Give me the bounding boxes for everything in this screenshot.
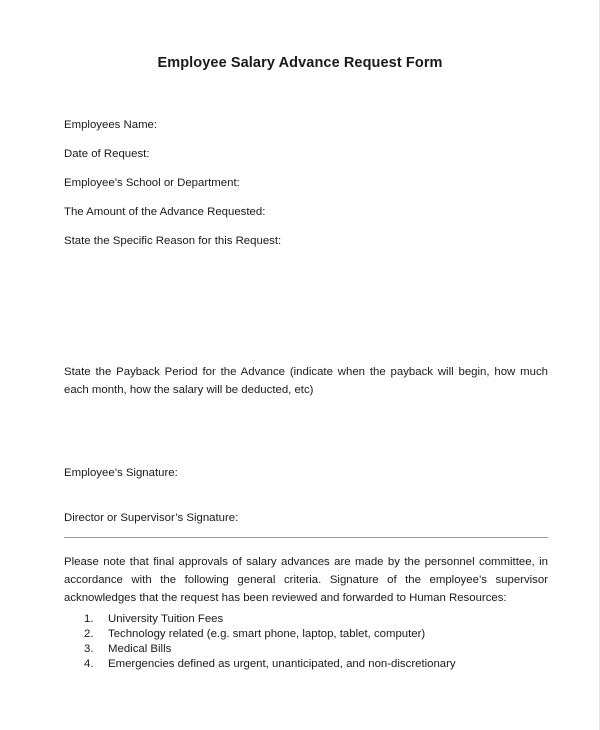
list-item: [64, 657, 456, 672]
list-item-number: 3.: [84, 643, 94, 655]
list-item: [64, 627, 456, 642]
list-item-text: Technology related (e.g. smart phone, laptop, tablet, computer): [108, 628, 426, 640]
amount-requested-label: The Amount of the Advance Requested:: [64, 206, 266, 218]
payback-period-label: State the Payback Period for the Advance (indicate when the payback will begin, how much each month, how the salary will be deducted, etc): [64, 366, 548, 396]
form-title: Employee Salary Advance Request Form: [157, 55, 443, 71]
date-of-request-label: Date of Request:: [64, 148, 150, 160]
supervisor-signature-label: Director or Supervisor’s Signature:: [64, 512, 239, 524]
criteria-list: [64, 612, 456, 672]
list-item-number: 2.: [84, 628, 94, 640]
school-or-department-label: Employee’s School or Department:: [64, 177, 240, 189]
signature-divider: [64, 537, 548, 538]
approval-note: Please note that final approvals of salary advances are made by the personnel committee, in accordance with the following general criteria. Signature of the employee’s supervisor acknowledges that the request has been reviewed and forwarded to Human Resources:: [64, 556, 548, 604]
list-item-number: 4.: [84, 658, 94, 670]
reason-label: State the Specific Reason for this Request:: [64, 235, 282, 247]
employee-signature-label: Employee’s Signature:: [64, 467, 178, 479]
employee-name-label: Employees Name:: [64, 119, 158, 131]
list-item: [64, 612, 456, 627]
list-item-text: Medical Bills: [108, 643, 172, 655]
list-item-text: University Tuition Fees: [108, 613, 224, 625]
list-item-number: 1.: [84, 613, 94, 625]
list-item: [64, 642, 456, 657]
list-item-text: Emergencies defined as urgent, unanticipated, and non-discretionary: [108, 658, 456, 670]
